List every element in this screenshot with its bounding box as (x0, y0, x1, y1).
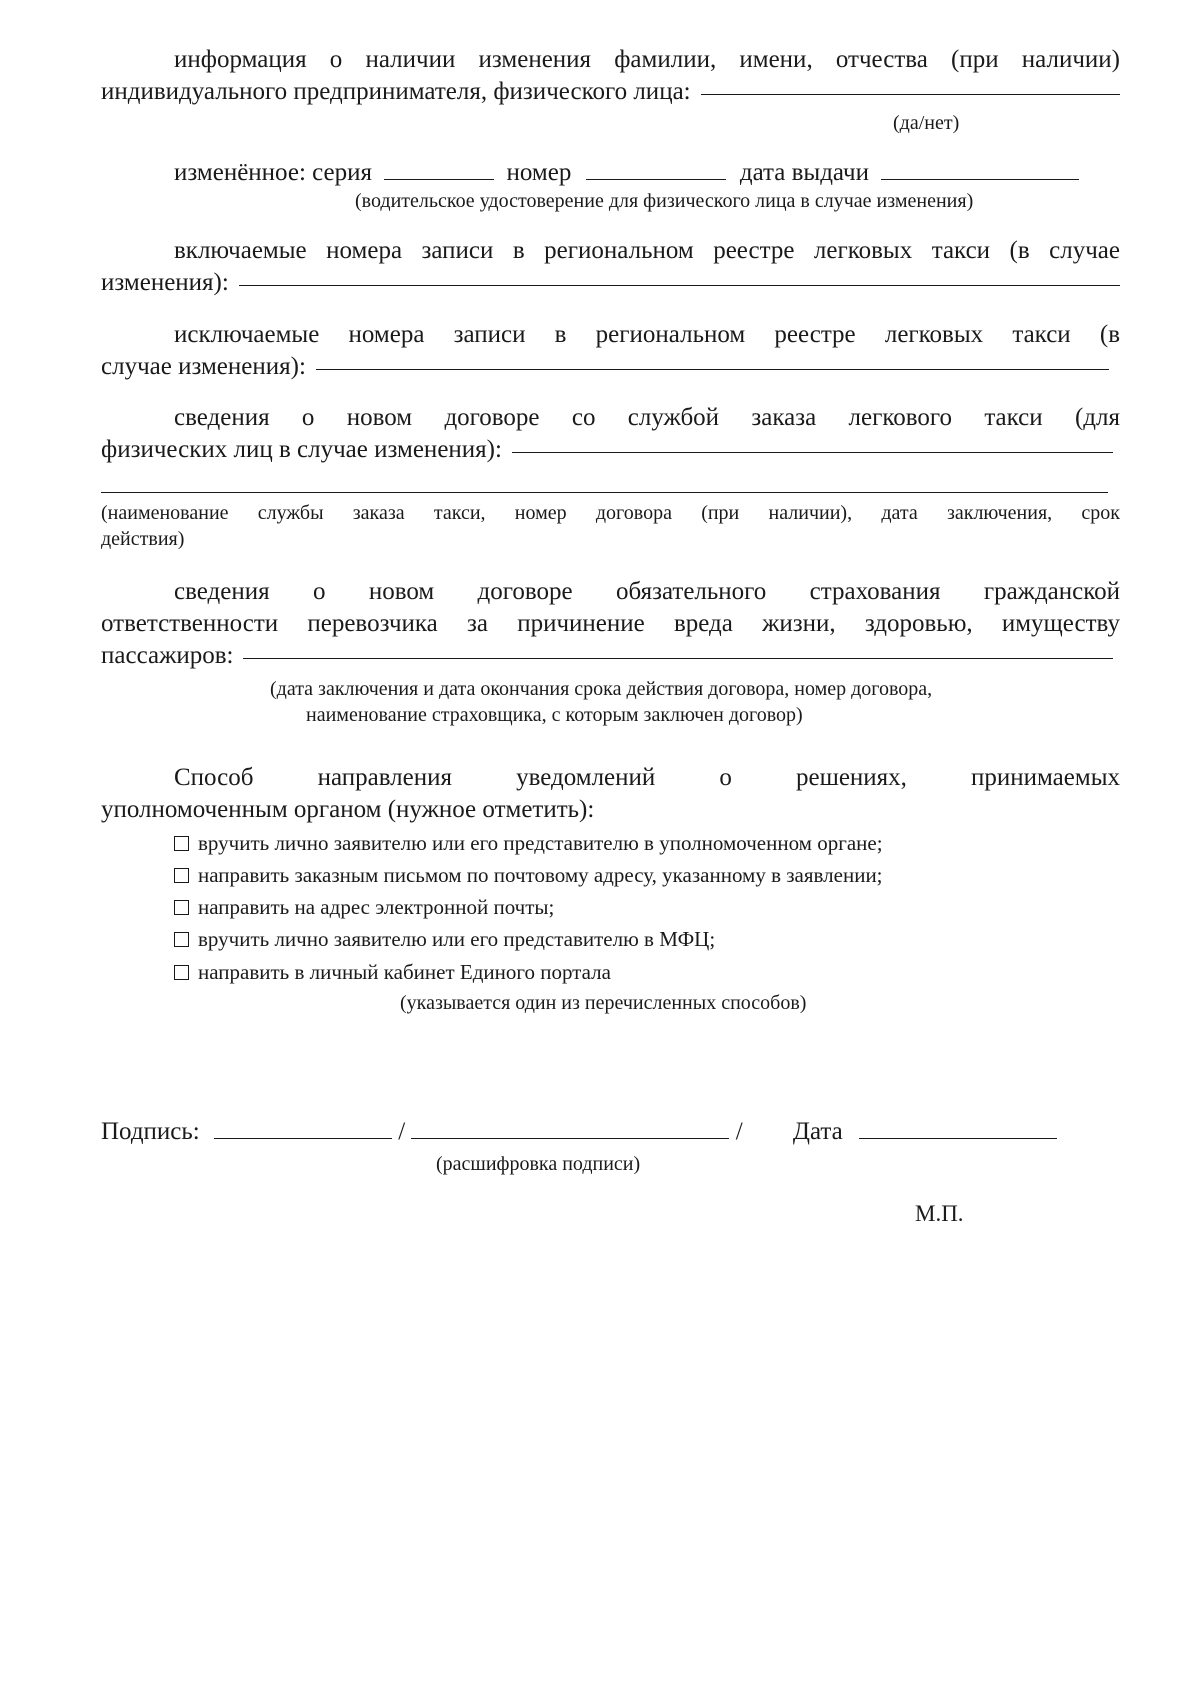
license-series-input[interactable] (384, 159, 494, 180)
name-change-line1: информация о наличии изменения фамилии, имени, отчества (при наличии) (174, 46, 1120, 73)
signature-row (101, 1116, 1120, 1148)
name-change-hint: (да/нет) (893, 112, 960, 134)
insurance-line1: сведения о новом договоре обязательного страхования гражданской (174, 578, 1120, 605)
dispatch-line2 (101, 434, 1113, 466)
date-input[interactable] (859, 1118, 1057, 1139)
included-label: изменения): (101, 269, 229, 296)
license-issue-date-label: дата выдачи (739, 159, 869, 186)
notification-option[interactable] (174, 958, 611, 986)
dispatch-hint-line2: действия) (101, 528, 185, 550)
excluded-input[interactable] (316, 369, 1109, 370)
notification-option-label: направить заказным письмом по почтовому адресу, указанному в заявлении; (198, 863, 883, 887)
excluded-line1: исключаемые номера записи в региональном реестре легковых такси (в (174, 321, 1120, 348)
notification-option-label: направить на адрес электронной почты; (198, 895, 555, 919)
notification-line1: Способ направления уведомлений о решениях, принимаемых (174, 764, 1120, 791)
dispatch-line1: сведения о новом договоре со службой заказа легкового такси (для (174, 404, 1120, 431)
license-number-input[interactable] (586, 159, 726, 180)
license-row (174, 157, 1120, 189)
notification-option[interactable] (174, 861, 883, 889)
included-line2 (101, 267, 1120, 299)
notification-option-label: вручить лично заявителю или его представителю в уполномоченном органе; (198, 831, 883, 855)
notification-option-label: вручить лично заявителю или его представителю в МФЦ; (198, 927, 716, 951)
signature-decode-hint: (расшифровка подписи) (436, 1153, 641, 1175)
stamp-label: М.П. (915, 1201, 964, 1226)
dispatch-hint-line1: (наименование службы заказа такси, номер договора (при наличии), дата заключения, срок (101, 502, 1120, 524)
excluded-label: случае изменения): (101, 353, 306, 380)
insurance-line2: ответственности перевозчика за причинение вреда жизни, здоровью, имуществу (101, 610, 1120, 637)
signature-slash-right: / (735, 1118, 743, 1145)
notification-option[interactable] (174, 829, 883, 857)
dispatch-input[interactable] (512, 452, 1113, 453)
license-issue-date-input[interactable] (881, 159, 1079, 180)
license-hint: (водительское удостоверение для физического лица в случае изменения) (355, 190, 974, 212)
name-change-input[interactable] (701, 94, 1120, 95)
insurance-hint-line2: наименование страховщика, с которым заключен договор) (306, 704, 803, 726)
insurance-line3 (101, 640, 1113, 672)
insurance-hint-line1: (дата заключения и дата окончания срока действия договора, номер договора, (270, 678, 933, 700)
notification-option[interactable] (174, 925, 715, 953)
notification-hint: (указывается один из перечисленных способов) (400, 992, 807, 1014)
insurance-input[interactable] (243, 658, 1113, 659)
dispatch-label: физических лиц в случае изменения): (101, 436, 502, 463)
notification-line2: уполномоченным органом (нужное отметить): (101, 796, 595, 823)
checkbox[interactable] (174, 836, 189, 851)
notification-option[interactable] (174, 893, 554, 921)
signature-slash-left: / (398, 1118, 406, 1145)
excluded-line2 (101, 351, 1109, 383)
notification-option-label: направить в личный кабинет Единого портала (198, 960, 611, 984)
date-label: Дата (792, 1118, 843, 1145)
insurance-label: пассажиров: (101, 642, 234, 669)
license-series-label: изменённое: серия (174, 159, 373, 186)
signature-decode-input[interactable] (411, 1118, 729, 1139)
dispatch-input-second-line[interactable] (101, 492, 1108, 493)
name-change-line2 (101, 76, 1120, 108)
checkbox[interactable] (174, 932, 189, 947)
signature-input[interactable] (214, 1118, 392, 1139)
signature-label: Подпись: (101, 1118, 200, 1145)
name-change-label: индивидуального предпринимателя, физического лица: (101, 78, 691, 105)
included-input[interactable] (239, 285, 1120, 286)
license-number-label: номер (506, 159, 572, 186)
checkbox[interactable] (174, 965, 189, 980)
checkbox[interactable] (174, 868, 189, 883)
included-line1: включаемые номера записи в региональном реестре легковых такси (в случае (174, 237, 1120, 264)
checkbox[interactable] (174, 900, 189, 915)
